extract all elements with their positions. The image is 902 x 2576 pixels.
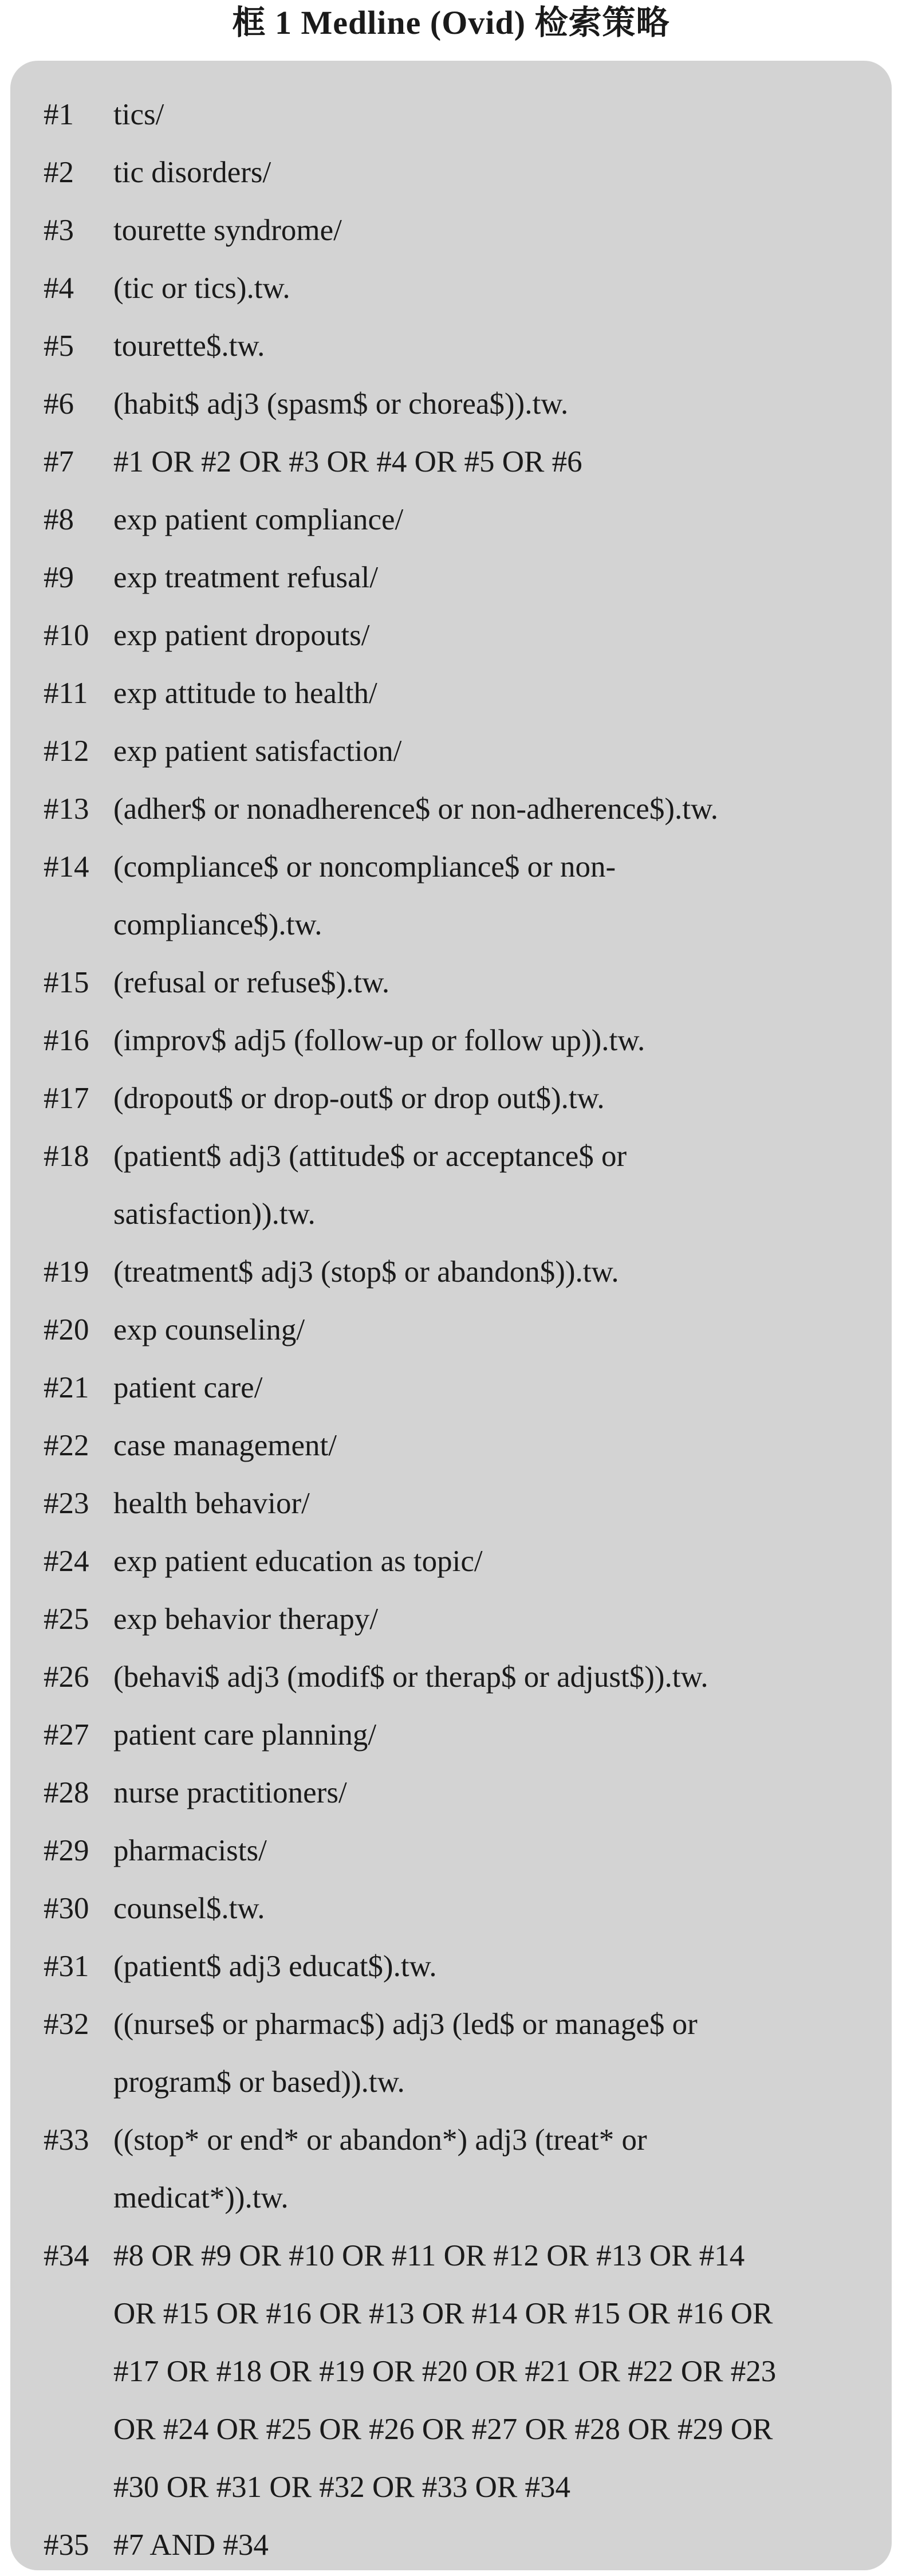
search-line	[10, 722, 892, 780]
search-line-text: #7 AND #34	[113, 2528, 269, 2562]
search-line	[10, 1243, 892, 1301]
search-line-text: ((stop* or end* or abandon*) adj3 (treat* or	[113, 2123, 647, 2157]
search-line-number: #2	[44, 156, 74, 189]
search-line	[10, 1706, 892, 1764]
search-line-number: #33	[44, 2123, 89, 2157]
search-line	[10, 1475, 892, 1533]
search-line	[10, 1070, 892, 1128]
search-line	[10, 665, 892, 722]
search-line	[10, 1822, 892, 1880]
box-title: 框 1 Medline (Ovid) 检索策略	[232, 4, 670, 41]
search-line-number: #28	[44, 1776, 89, 1809]
search-line-text: (tic or tics).tw.	[113, 272, 290, 305]
search-line-query	[113, 491, 869, 549]
search-line	[10, 1301, 892, 1359]
search-line-text: #17 OR #18 OR #19 OR #20 OR #21 OR #22 OR #23	[113, 2355, 777, 2388]
search-line-number: #34	[44, 2239, 89, 2272]
search-line-query	[113, 1591, 869, 1648]
search-line	[10, 1128, 892, 1243]
search-line-text: tics/	[113, 98, 164, 131]
search-line	[10, 1012, 892, 1070]
search-line-query	[113, 144, 869, 202]
search-line-text: (improv$ adj5 (follow-up or follow up)).tw.	[113, 1024, 645, 1057]
search-line	[10, 2111, 892, 2227]
search-line-query	[113, 2227, 869, 2516]
search-line-query	[113, 1070, 869, 1128]
search-line	[10, 317, 892, 375]
search-line-text: #8 OR #9 OR #10 OR #11 OR #12 OR #13 OR #14	[113, 2239, 745, 2272]
search-line-number: #14	[44, 850, 89, 883]
search-line-number: #15	[44, 966, 89, 999]
search-line-text: patient care planning/	[113, 1718, 377, 1752]
search-line-text: medicat*)).tw.	[113, 2181, 289, 2214]
search-line-query	[113, 1996, 869, 2111]
search-line-text: (patient$ adj3 (attitude$ or acceptance$ or	[113, 1140, 627, 1173]
search-line	[10, 260, 892, 317]
search-line-query	[113, 202, 869, 260]
search-line-query	[113, 86, 869, 144]
search-line-text: exp patient satisfaction/	[113, 735, 402, 768]
search-line-number: #25	[44, 1603, 89, 1636]
search-line-text: exp treatment refusal/	[113, 561, 379, 594]
search-line-number: #12	[44, 735, 89, 768]
search-line-number: #21	[44, 1371, 89, 1404]
search-line-number: #9	[44, 561, 74, 594]
search-line-text: compliance$).tw.	[113, 908, 322, 941]
search-line-query	[113, 1706, 869, 1764]
search-line-text: (treatment$ adj3 (stop$ or abandon$)).tw.	[113, 1255, 619, 1289]
search-line-number: #30	[44, 1892, 89, 1925]
search-line-number: #32	[44, 2008, 89, 2041]
search-line-text: tourette syndrome/	[113, 214, 342, 247]
search-line	[10, 549, 892, 607]
search-line-text: health behavior/	[113, 1487, 310, 1520]
search-line-text: exp patient dropouts/	[113, 619, 370, 652]
search-line-number: #29	[44, 1834, 89, 1867]
search-line	[10, 1648, 892, 1706]
search-line-query	[113, 375, 869, 433]
search-line-text: tourette$.tw.	[113, 329, 265, 363]
search-line-number: #11	[44, 677, 88, 710]
search-line	[10, 954, 892, 1012]
search-line-query	[113, 1417, 869, 1475]
search-line-number: #24	[44, 1545, 89, 1578]
search-line-number: #23	[44, 1487, 89, 1520]
search-line-query	[113, 2516, 869, 2574]
search-line-number: #27	[44, 1718, 89, 1752]
search-line-text: (behavi$ adj3 (modif$ or therap$ or adjust$)).tw.	[113, 1660, 708, 1694]
search-line-query	[113, 1648, 869, 1706]
search-line-number: #31	[44, 1950, 89, 1983]
search-line-query	[113, 433, 869, 491]
search-line-text: (patient$ adj3 educat$).tw.	[113, 1950, 437, 1983]
search-line-number: #10	[44, 619, 89, 652]
search-line-query	[113, 260, 869, 317]
search-line-text: case management/	[113, 1429, 337, 1462]
search-line	[10, 1591, 892, 1648]
search-line-number: #20	[44, 1313, 89, 1346]
search-line-text: #30 OR #31 OR #32 OR #33 OR #34	[113, 2471, 571, 2504]
search-line-query	[113, 549, 869, 607]
search-line-query	[113, 954, 869, 1012]
search-line-query	[113, 780, 869, 838]
search-line-query	[113, 1764, 869, 1822]
search-line-text: exp patient education as topic/	[113, 1545, 483, 1578]
search-line	[10, 1938, 892, 1996]
search-line-query	[113, 2111, 869, 2227]
search-line	[10, 1533, 892, 1591]
search-line	[10, 2516, 892, 2574]
search-line-text: counsel$.tw.	[113, 1892, 265, 1925]
search-line	[10, 86, 892, 144]
search-line-number: #35	[44, 2528, 89, 2562]
search-line-text: OR #24 OR #25 OR #26 OR #27 OR #28 OR #29 OR	[113, 2413, 773, 2446]
search-line-query	[113, 1938, 869, 1996]
search-line-query	[113, 1301, 869, 1359]
search-line-text: program$ or based)).tw.	[113, 2065, 405, 2099]
search-line-number: #18	[44, 1140, 89, 1173]
search-line-query	[113, 665, 869, 722]
search-line	[10, 491, 892, 549]
search-line	[10, 144, 892, 202]
search-line-text: (compliance$ or noncompliance$ or non-	[113, 850, 616, 883]
search-line	[10, 1764, 892, 1822]
search-line	[10, 375, 892, 433]
search-line-text: (adher$ or nonadherence$ or non-adherence$).tw.	[113, 792, 719, 826]
search-line-text: exp attitude to health/	[113, 677, 377, 710]
search-line-text: ((nurse$ or pharmac$) adj3 (led$ or manage$ or	[113, 2008, 698, 2041]
search-line-number: #16	[44, 1024, 89, 1057]
search-line-number: #5	[44, 329, 74, 363]
search-line	[10, 1417, 892, 1475]
search-line-text: tic disorders/	[113, 156, 271, 189]
search-line-text: exp counseling/	[113, 1313, 305, 1346]
search-line-query	[113, 722, 869, 780]
search-line-number: #22	[44, 1429, 89, 1462]
search-line-number: #1	[44, 98, 74, 131]
search-line-query	[113, 317, 869, 375]
search-line-number: #7	[44, 445, 74, 478]
search-line-query	[113, 1533, 869, 1591]
search-line-text: (dropout$ or drop-out$ or drop out$).tw.	[113, 1082, 605, 1115]
search-line-query	[113, 1243, 869, 1301]
search-line	[10, 780, 892, 838]
search-line-text: exp patient compliance/	[113, 503, 404, 536]
search-line-query	[113, 1128, 869, 1243]
search-line	[10, 838, 892, 954]
search-line-text: OR #15 OR #16 OR #13 OR #14 OR #15 OR #16 OR	[113, 2297, 773, 2330]
search-line-text: patient care/	[113, 1371, 263, 1404]
search-line-text: satisfaction)).tw.	[113, 1197, 316, 1231]
search-line	[10, 1996, 892, 2111]
search-line-text: (habit$ adj3 (spasm$ or chorea$)).tw.	[113, 387, 569, 421]
search-line-number: #6	[44, 387, 74, 421]
search-strategy-panel	[10, 61, 892, 2570]
search-line-query	[113, 1359, 869, 1417]
search-line-text: exp behavior therapy/	[113, 1603, 379, 1636]
search-line-number: #17	[44, 1082, 89, 1115]
search-line-number: #19	[44, 1255, 89, 1289]
search-line	[10, 1359, 892, 1417]
search-line-text: nurse practitioners/	[113, 1776, 347, 1809]
search-line	[10, 2227, 892, 2516]
search-line-text: (refusal or refuse$).tw.	[113, 966, 390, 999]
search-strategy-list	[10, 86, 892, 2574]
search-line-query	[113, 607, 869, 665]
search-line-query	[113, 838, 869, 954]
search-line-number: #8	[44, 503, 74, 536]
search-line	[10, 1880, 892, 1938]
search-line	[10, 607, 892, 665]
search-line-query	[113, 1880, 869, 1938]
search-line-query	[113, 1822, 869, 1880]
search-line-number: #4	[44, 272, 74, 305]
search-line-text: #1 OR #2 OR #3 OR #4 OR #5 OR #6	[113, 445, 582, 478]
search-line-query	[113, 1475, 869, 1533]
search-line-number: #3	[44, 214, 74, 247]
search-line-text: pharmacists/	[113, 1834, 267, 1867]
search-line	[10, 433, 892, 491]
search-line-number: #13	[44, 792, 89, 826]
search-line-number: #26	[44, 1660, 89, 1694]
search-line	[10, 202, 892, 260]
search-line-query	[113, 1012, 869, 1070]
